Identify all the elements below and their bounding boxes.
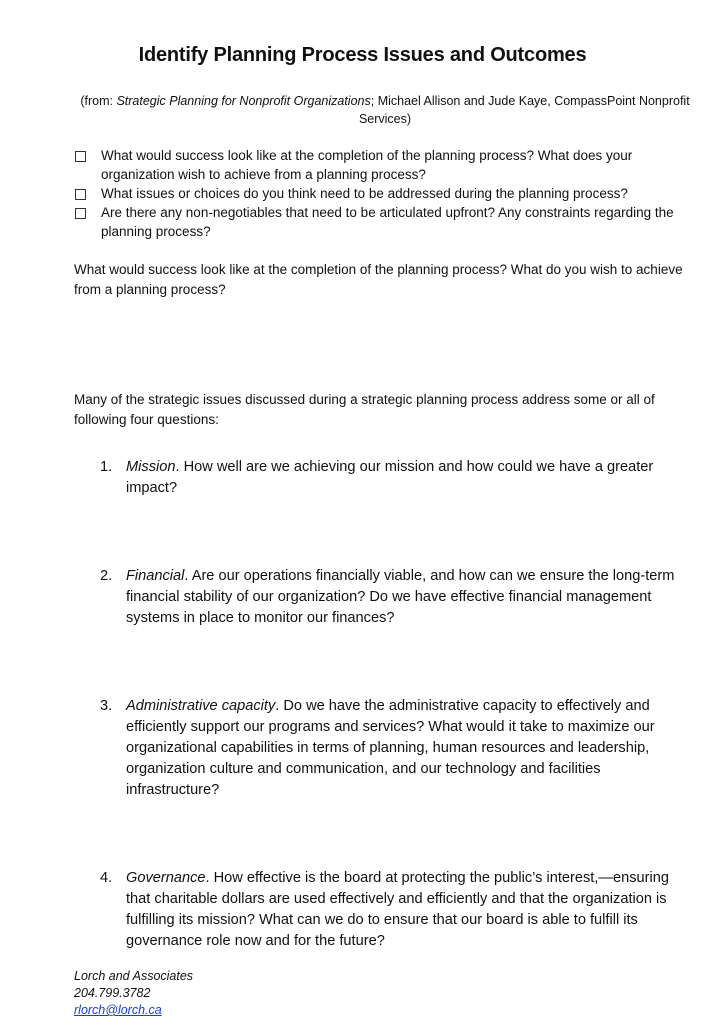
- source-book-title: Strategic Planning for Nonprofit Organizations: [116, 94, 371, 108]
- checklist-item: [74, 203, 694, 241]
- source-citation: [80, 92, 690, 128]
- source-prefix: (from:: [80, 94, 117, 108]
- question-body: . Do we have the administrative capacity to effectively and efficiently support our programs and services? What would it take to maximize our organizational capabilities in terms of planning, human resources and leadership, organization culture and communication, and our technology and facilities infrastructure?: [126, 698, 655, 798]
- question-text: [126, 868, 695, 952]
- checklist-item-text: What issues or choices do you think need to be addressed during the planning process?: [101, 186, 628, 201]
- question-number: 2.: [100, 568, 113, 584]
- footer-contact: [74, 968, 193, 1019]
- question-item: [100, 696, 695, 801]
- question-heading: Governance: [126, 870, 206, 886]
- checklist: [74, 146, 694, 241]
- checklist-item-text: What would success look like at the completion of the planning process? What does your organization wish to achieve from a planning process?: [101, 148, 633, 182]
- question-number: 4.: [100, 870, 113, 886]
- question-heading: Mission: [126, 459, 176, 475]
- question-item: [100, 457, 695, 499]
- footer-phone: 204.799.3782: [74, 986, 151, 1000]
- footer-company: Lorch and Associates: [74, 969, 194, 983]
- checklist-item-text: Are there any non-negotiables that need to be articulated upfront? Any constraints regarding the planning process?: [101, 205, 674, 239]
- source-authors: ; Michael Allison and Jude Kaye, CompassPoint Nonprofit Services): [358, 94, 690, 126]
- checkbox-icon: [75, 151, 86, 162]
- question-heading: Administrative capacity: [126, 698, 276, 714]
- intro-paragraph: Many of the strategic issues discussed during a strategic planning process address some or all of following four questions:: [74, 392, 655, 427]
- question-item: [100, 868, 695, 952]
- question-text: [126, 457, 695, 499]
- question-heading: Financial: [126, 568, 185, 584]
- footer-email-link[interactable]: rlorch@lorch.ca: [74, 1003, 162, 1017]
- question-text: [126, 696, 695, 801]
- question-text: [126, 566, 695, 629]
- question-body: . How well are we achieving our mission and how could we have a greater impact?: [126, 459, 654, 496]
- question-number: 1.: [100, 459, 113, 475]
- question-number: 3.: [100, 698, 113, 714]
- question-body: . How effective is the board at protecting the public’s interest,—ensuring that charitable dollars are used effectively and efficiently and that the organization is fulfilling its mission? What can we do to ensure that our board is able to fulfill its governance role now and for the future?: [126, 870, 669, 949]
- checkbox-icon: [75, 208, 86, 219]
- checklist-item: [74, 146, 694, 184]
- question-item: [100, 566, 695, 629]
- checkbox-icon: [75, 189, 86, 200]
- success-paragraph: What would success look like at the completion of the planning process? What do you wish to achieve from a planning process?: [74, 262, 683, 297]
- page-title: Identify Planning Process Issues and Outcomes: [138, 44, 587, 66]
- question-body: . Are our operations financially viable, and how can we ensure the long-term financial stability of our organization? Do we have effective financial management systems in place to monitor our finances?: [126, 568, 675, 626]
- checklist-item: [74, 184, 694, 203]
